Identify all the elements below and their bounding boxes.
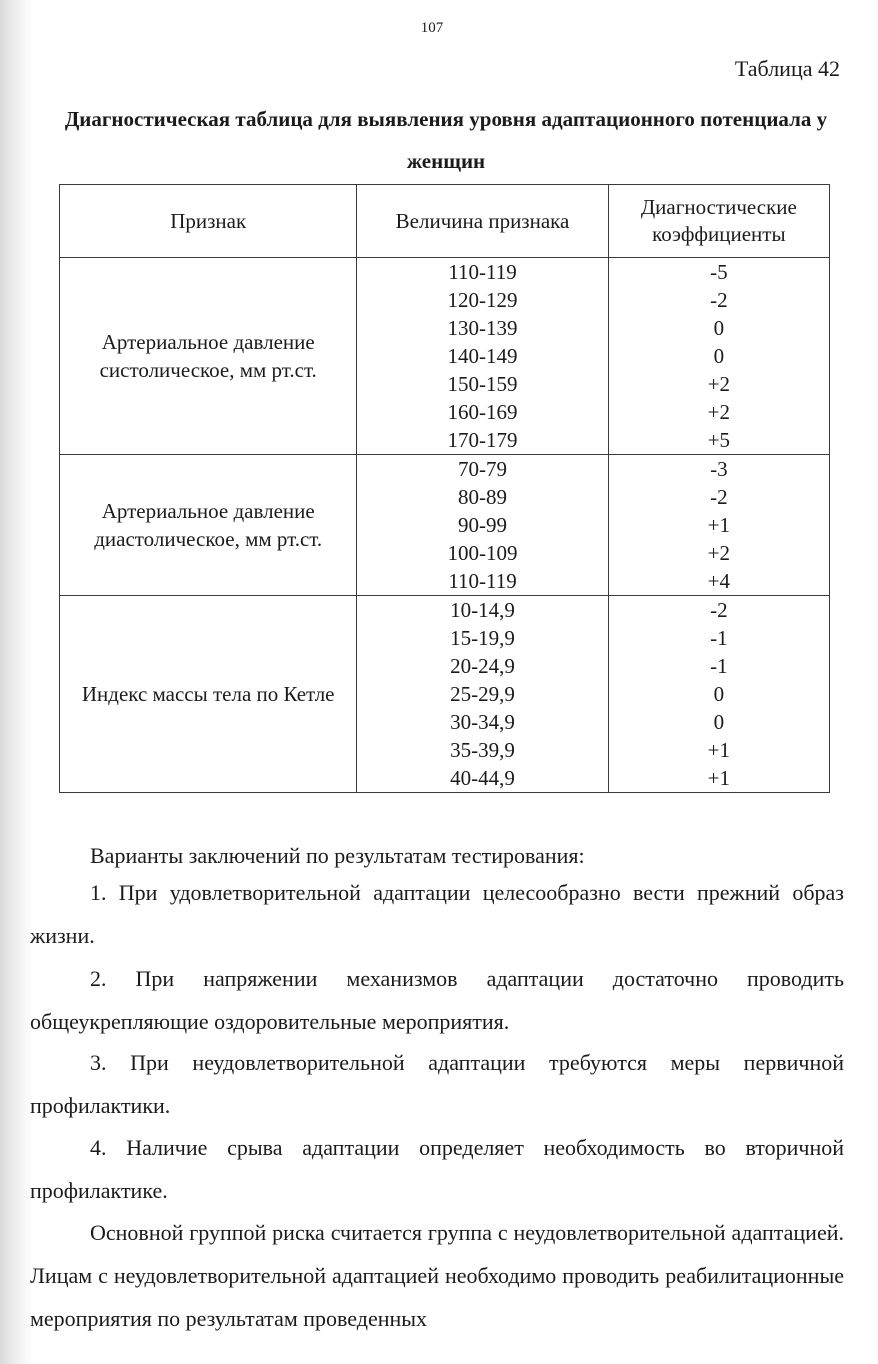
sign-cell: Артериальное давление диастолическое, мм рт.ст. [60, 455, 357, 596]
sign-cell: Индекс массы тела по Кетле [60, 596, 357, 793]
coefficient-value: -2 [710, 598, 728, 622]
table-body [60, 258, 830, 793]
coefficient-value: -1 [710, 654, 728, 678]
conclusion-item-1: 1. При удовлетворительной адаптации целесообразно вести прежний образ жизни. [30, 880, 844, 948]
value-range: 10-14,9 [450, 598, 515, 622]
conclusion-item-4: 4. Наличие срыва адаптации определяет необходимость во вторичной профилактике. [30, 1135, 844, 1203]
coefficient-value: +1 [707, 513, 731, 537]
conclusion-item-2: 2. При напряжении механизмов адаптации достаточно проводить общеукрепляющие оздоровительные мероприятия. [30, 966, 844, 1034]
value-range: 25-29,9 [450, 682, 515, 706]
value-range: 15-19,9 [450, 626, 515, 650]
table-row [60, 596, 830, 793]
coefficient-value: +1 [707, 738, 731, 762]
table-row [60, 258, 830, 455]
value-range: 120-129 [447, 288, 518, 312]
final-paragraph: Основной группой риска считается группа с неудовлетворительной адаптацией. Лицам с неудовлетворительной адаптацией необходимо проводить реабилитационные мероприятия по результатам проведенных [30, 1220, 844, 1331]
scan-edge-shadow [0, 0, 34, 1364]
coefficient-value: 0 [713, 710, 725, 734]
value-range: 170-179 [447, 428, 518, 452]
coefficient-cell [608, 258, 829, 455]
coefficient-value: -3 [710, 457, 728, 481]
coefficient-value: -1 [710, 626, 728, 650]
coefficient-value: 0 [713, 682, 725, 706]
value-range: 70-79 [458, 457, 508, 481]
coefficient-value: +1 [707, 766, 731, 790]
value-range: 80-89 [458, 485, 508, 509]
value-range: 140-149 [447, 344, 518, 368]
document-title: Диагностическая таблица для выявления уровня адаптационного потенциала у женщин [64, 107, 828, 173]
value-range: 35-39,9 [450, 738, 515, 762]
diagnostic-table [59, 184, 830, 793]
conclusions-heading: Варианты заключений по результатам тестирования: [90, 843, 585, 868]
page-number: 107 [420, 20, 444, 36]
coefficient-value: 0 [713, 344, 725, 368]
coefficient-value: +2 [707, 541, 731, 565]
table-row [60, 455, 830, 596]
value-range: 40-44,9 [450, 766, 515, 790]
value-cell [357, 258, 608, 455]
coefficient-value: -2 [710, 288, 728, 312]
coefficient-cell [608, 455, 829, 596]
value-range: 30-34,9 [450, 710, 515, 734]
coefficient-value: +2 [707, 400, 731, 424]
header-value: Величина признака [357, 185, 608, 258]
coefficient-value: -5 [710, 260, 728, 284]
value-range: 20-24,9 [450, 654, 515, 678]
coefficient-value: +4 [707, 569, 731, 593]
coefficient-value: +5 [707, 428, 731, 452]
table-caption: Таблица 42 [734, 56, 840, 81]
value-range: 90-99 [458, 513, 508, 537]
header-sign: Признак [60, 185, 357, 258]
coefficient-value: -2 [710, 485, 728, 509]
header-coefficients: Диагностические коэффициенты [608, 185, 829, 258]
coefficient-value: 0 [713, 316, 725, 340]
sign-cell: Артериальное давление систолическое, мм рт.ст. [60, 258, 357, 455]
value-cell [357, 455, 608, 596]
value-range: 110-119 [448, 569, 517, 593]
value-range: 130-139 [447, 316, 518, 340]
table-header-row [60, 185, 830, 258]
coefficient-cell [608, 596, 829, 793]
coefficient-value: +2 [707, 372, 731, 396]
value-range: 100-109 [447, 541, 518, 565]
value-range: 110-119 [448, 260, 517, 284]
conclusion-item-3: 3. При неудовлетворительной адаптации требуются меры первичной профилактики. [30, 1050, 844, 1118]
value-range: 160-169 [447, 400, 518, 424]
value-cell [357, 596, 608, 793]
value-range: 150-159 [447, 372, 518, 396]
